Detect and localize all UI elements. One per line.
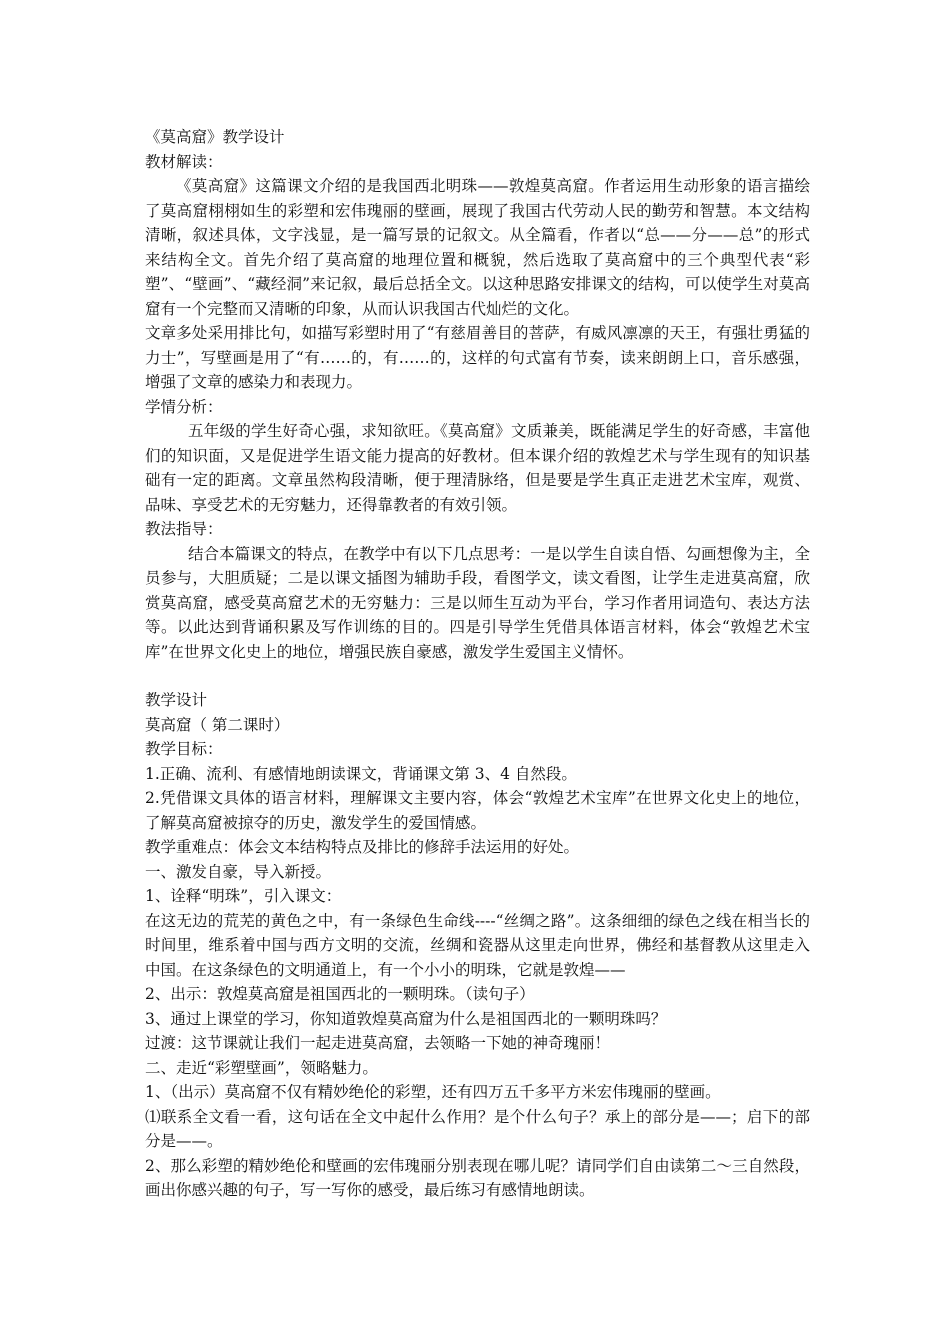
document-title: 《莫高窟》教学设计 (145, 128, 285, 146)
step-heading-2: 二、走近“彩塑壁画”，领略魅力。 (145, 1058, 378, 1077)
paragraph-students: 五年级的学生好奇心强，求知欲旺。《莫高窟》文质兼美，既能满足学生的好奇感，丰富他们的知识面，又是促进学生语文能力提高的好教材。但本课介绍的敦煌艺术与学生现有的知识基础有一定的距离。文章虽然构段清晰，便于理清脉络，但是要是学生真正走进艺术宝库，观赏、品味、享受艺术的无穷魅力，还得靠教者的有效引领。 (145, 422, 810, 514)
goal-item-1: 1.正确、流利、有感情地朗读课文，背诵课文第 3、4 自然段。 (145, 764, 577, 783)
lesson-subtitle: 莫高窟（ 第二课时） (145, 715, 290, 734)
step-1-1-text: 在这无边的荒芜的黄色之中，有一条绿色生命线----“丝绸之路”。这条细细的绿色之线在相当长的时间里，维系着中国与西方文明的交流，丝绸和瓷器从这里走向世界，佛经和基督教从这里走入中国。在这条绿色的文明通道上，有一个小小的明珠，它就是敦煌—— (145, 911, 810, 979)
section-heading-method: 教法指导： (145, 520, 223, 538)
step-2-2: 2、那么彩塑的精妙绝伦和壁画的宏伟瑰丽分别表现在哪儿呢？请同学们自由读第二～三自然段，画出你感兴趣的句子，写一写你的感受，最后练习有感情地朗读。 (145, 1156, 810, 1199)
key-points: 教学重难点：体会文本结构特点及排比的修辞手法运用的好处。 (145, 838, 580, 856)
document-body (145, 125, 810, 1203)
goals-heading: 教学目标： (145, 740, 223, 758)
step-2-1-question: ⑴联系全文看一看，这句话在全文中起什么作用？是个什么句子？承上的部分是——；启下的部分是——。 (145, 1107, 810, 1150)
paragraph-textbook-intro: 《莫高窟》这篇课文介绍的是我国西北明珠——敦煌莫高窟。作者运用生动形象的语言描绘了莫高窟栩栩如生的彩塑和宏伟瑰丽的壁画，展现了我国古代劳动人民的勤劳和智慧。本文结构清晰，叙述具体，文字浅显，是一篇写景的记叙文。从全篇看，作者以“总——分——总”的形式来结构全文。首先介绍了莫高窟的地理位置和概貌，然后选取了莫高窟中的三个典型代表“彩塑”、“壁画”、“藏经洞”来记叙，最后总括全文。以这种思路安排课文的结构，可以使学生对莫高窟有一个完整而又清晰的印象，从而认识我国古代灿烂的文化。 (145, 177, 810, 318)
section-heading-design: 教学设计 (145, 691, 208, 709)
transition-text: 过渡：这节课就让我们一起走进莫高窟，去领略一下她的神奇瑰丽！ (145, 1034, 611, 1052)
paragraph-textbook-parallelism: 文章多处采用排比句，如描写彩塑时用了“有慈眉善目的菩萨，有威风凛凛的天王，有强壮勇猛的力士”，写壁画是用了“有……的，有……的，这样的句式富有节奏，读来朗朗上口，音乐感强，增强了文章的感染力和表现力。 (145, 324, 810, 391)
section-heading-students: 学情分析： (145, 397, 223, 416)
step-heading-1: 一、激发自豪，导入新授。 (145, 862, 332, 881)
step-1-3: 3、通过上课堂的学习，你知道敦煌莫高窟为什么是祖国西北的一颗明珠吗？ (145, 1009, 667, 1028)
step-1-1: 1、诠释“明珠”，引入课文： (145, 887, 342, 905)
section-heading-textbook: 教材解读： (145, 152, 223, 171)
step-2-1: 1、（出示）莫高窟不仅有精妙绝伦的彩塑，还有四万五千多平方米宏伟瑰丽的壁画。 (145, 1083, 721, 1101)
paragraph-method: 结合本篇课文的特点，在教学中有以下几点思考：一是以学生自读自悟、勾画想像为主，全员参与，大胆质疑；二是以课文插图为辅助手段，看图学文，读文看图，让学生走进莫高窟，欣赏莫高窟，感受莫高窟艺术的无穷魅力：三是以师生互动为平台，学习作者用词造句、表达方法等。以此达到背诵积累及写作训练的目的。四是引导学生凭借具体语言材料，体会“敦煌艺术宝库”在世界文化史上的地位，增强民族自豪感，激发学生爱国主义情怀。 (145, 544, 810, 661)
step-1-2: 2、出示：敦煌莫高窟是祖国西北的一颗明珠。（读句子） (145, 985, 535, 1003)
goal-item-2: 2.凭借课文具体的语言材料，理解课文主要内容，体会“敦煌艺术宝库”在世界文化史上的地位，了解莫高窟被掠夺的历史，激发学生的爱国情感。 (145, 789, 810, 832)
